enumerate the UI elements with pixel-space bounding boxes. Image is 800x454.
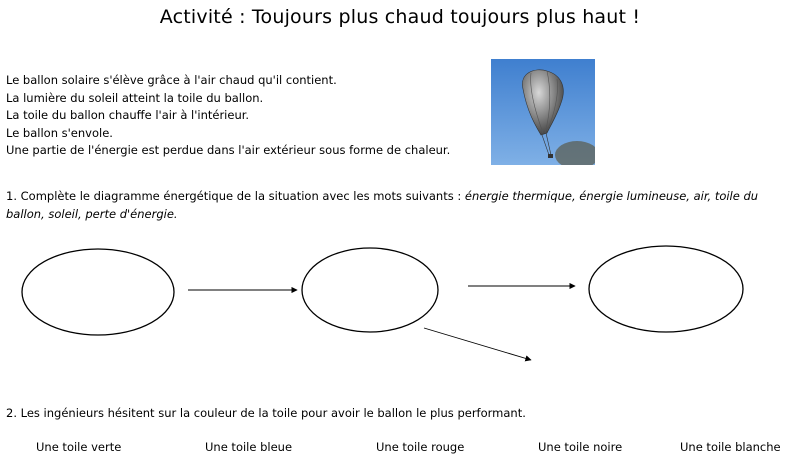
question-1 <box>6 188 786 223</box>
intro-line: La toile du ballon chauffe l'air à l'intérieur. <box>6 108 250 123</box>
choice-blue-canvas[interactable]: Une toile bleue <box>205 440 293 454</box>
choice-white-canvas[interactable]: Une toile blanche <box>680 440 781 454</box>
intro-line: Une partie de l'énergie est perdue dans l'air extérieur sous forme de chaleur. <box>6 143 451 158</box>
diagram-ellipse-1[interactable] <box>22 249 174 335</box>
question-1-text: 1. Complète le diagramme énergétique de la situation avec les mots suivants : <box>6 189 462 203</box>
intro-text <box>6 72 450 160</box>
arrow-loss <box>424 328 531 360</box>
diagram-ellipse-3[interactable] <box>589 246 743 332</box>
intro-line: Le ballon solaire s'élève grâce à l'air chaud qu'il contient. <box>6 73 337 87</box>
diagram-ellipse-2[interactable] <box>302 248 438 332</box>
hot-air-balloon-photo <box>491 59 595 165</box>
intro-line: Le ballon s'envole. <box>6 125 113 140</box>
page-title: Activité : Toujours plus chaud toujours plus haut ! <box>159 6 641 28</box>
intro-line: La lumière du soleil atteint la toile du ballon. <box>6 90 264 105</box>
choice-green-canvas[interactable]: Une toile verte <box>36 440 122 454</box>
choice-red-canvas[interactable]: Une toile rouge <box>376 440 465 454</box>
question-1-words: énergie thermique, énergie lumineuse, air, toile du ballon, soleil, perte d'énergie. <box>6 189 759 221</box>
question-2: 2. Les ingénieurs hésitent sur la couleur de la toile pour avoir le ballon le plus performant. <box>6 406 526 420</box>
energy-diagram <box>0 240 800 370</box>
choice-black-canvas[interactable]: Une toile noire <box>538 440 623 454</box>
